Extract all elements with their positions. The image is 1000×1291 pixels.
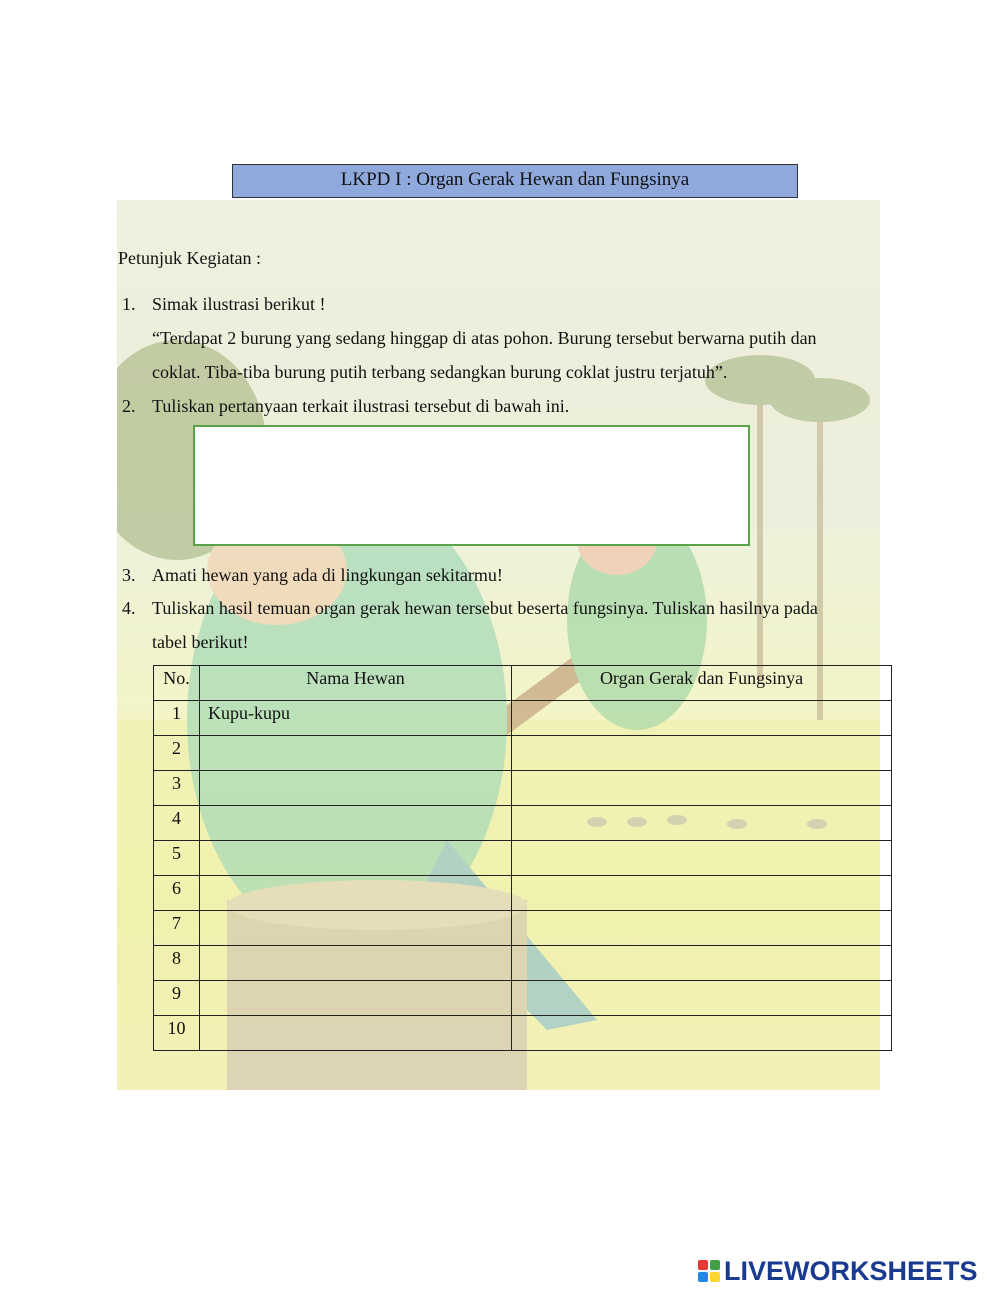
table-row (154, 841, 892, 876)
row-number: 3 (154, 771, 200, 806)
illustration-quote-line-2: coklat. Tiba-tiba burung putih terbang sedangkan burung coklat justru terjatuh”. (152, 362, 728, 382)
row-number: 5 (154, 841, 200, 876)
logo-square-icon (710, 1272, 720, 1282)
table-row (154, 876, 892, 911)
table-row (154, 946, 892, 981)
logo-square-icon (698, 1260, 708, 1270)
row-number: 10 (154, 1016, 200, 1051)
organ-function-cell[interactable] (512, 841, 892, 876)
animal-name-cell[interactable] (200, 771, 512, 806)
animal-name-cell[interactable] (200, 806, 512, 841)
animal-name-cell[interactable]: Kupu-kupu (200, 701, 512, 736)
organ-function-cell[interactable] (512, 1016, 892, 1051)
illustration-quote-line-1: “Terdapat 2 burung yang sedang hinggap di atas pohon. Burung tersebut berwarna putih dan (152, 328, 817, 348)
step-4-number: 4. (122, 598, 136, 618)
table-row (154, 806, 892, 841)
header-organ-gerak: Organ Gerak dan Fungsinya (512, 666, 892, 701)
organ-function-cell[interactable] (512, 946, 892, 981)
step-1-text: Simak ilustrasi berikut ! (152, 294, 326, 314)
table-row (154, 771, 892, 806)
table-row (154, 701, 892, 736)
organ-function-cell[interactable] (512, 736, 892, 771)
table-row (154, 911, 892, 946)
step-2-text: Tuliskan pertanyaan terkait ilustrasi tersebut di bawah ini. (152, 396, 570, 416)
worksheet-title: LKPD I : Organ Gerak Hewan dan Fungsinya (232, 164, 798, 198)
animal-name-cell[interactable] (200, 946, 512, 981)
animal-name-cell[interactable] (200, 1016, 512, 1051)
instructions-heading: Petunjuk Kegiatan : (118, 248, 261, 268)
step-4-text-line-2: tabel berikut! (152, 632, 249, 652)
organ-function-cell[interactable] (512, 981, 892, 1016)
animal-name-cell[interactable] (200, 981, 512, 1016)
header-nama-hewan: Nama Hewan (200, 666, 512, 701)
organ-function-cell[interactable] (512, 771, 892, 806)
animal-name-cell[interactable] (200, 736, 512, 771)
organ-function-cell[interactable] (512, 806, 892, 841)
table-row (154, 981, 892, 1016)
animal-name-cell[interactable] (200, 911, 512, 946)
organ-function-cell[interactable] (512, 876, 892, 911)
header-no: No. (154, 666, 200, 701)
table-header-row (154, 666, 892, 701)
animal-organ-table (153, 665, 892, 1051)
row-number: 4 (154, 806, 200, 841)
step-3-text: Amati hewan yang ada di lingkungan sekitarmu! (152, 565, 503, 585)
step-4-text-line-1: Tuliskan hasil temuan organ gerak hewan tersebut beserta fungsinya. Tuliskan hasilnya pada (152, 598, 818, 618)
logo-icon (698, 1260, 720, 1282)
row-number: 2 (154, 736, 200, 771)
logo-square-icon (698, 1272, 708, 1282)
organ-function-cell[interactable] (512, 911, 892, 946)
table-row (154, 736, 892, 771)
question-answer-input[interactable] (193, 425, 750, 546)
logo-square-icon (710, 1260, 720, 1270)
step-1-number: 1. (122, 294, 136, 314)
row-number: 6 (154, 876, 200, 911)
row-number: 9 (154, 981, 200, 1016)
logo-text: LIVEWORKSHEETS (724, 1255, 978, 1286)
organ-function-cell[interactable] (512, 701, 892, 736)
step-2-number: 2. (122, 396, 136, 416)
step-3-number: 3. (122, 565, 136, 585)
table-row (154, 1016, 892, 1051)
row-number: 1 (154, 701, 200, 736)
animal-name-cell[interactable] (200, 876, 512, 911)
row-number: 7 (154, 911, 200, 946)
liveworksheets-logo[interactable] (698, 1255, 978, 1287)
animal-name-cell[interactable] (200, 841, 512, 876)
row-number: 8 (154, 946, 200, 981)
